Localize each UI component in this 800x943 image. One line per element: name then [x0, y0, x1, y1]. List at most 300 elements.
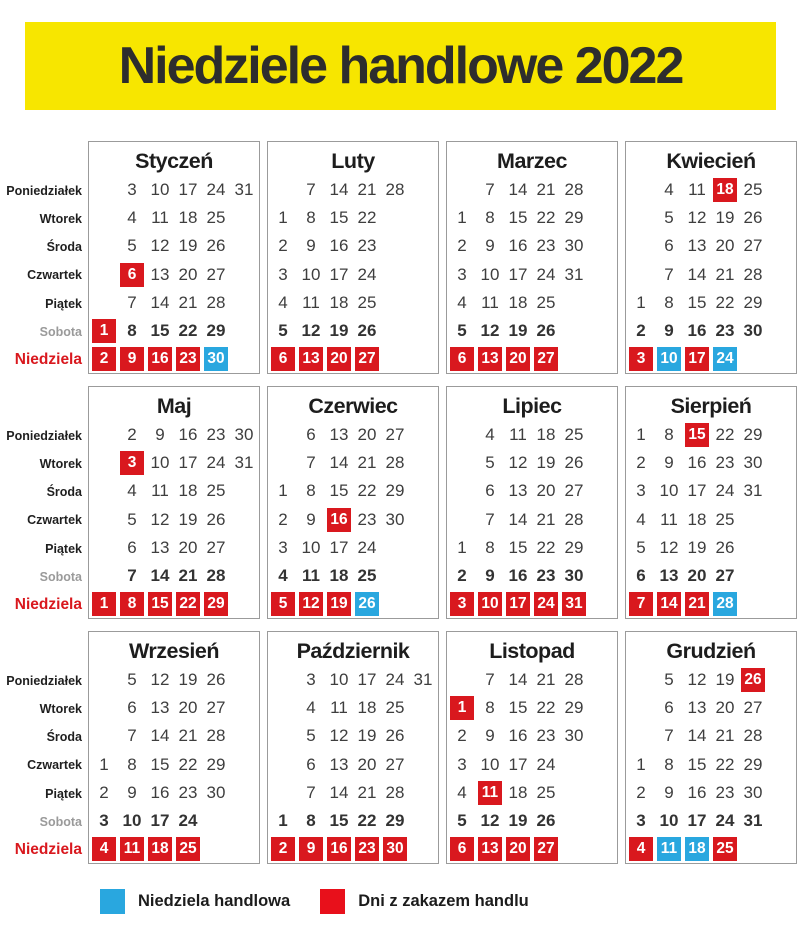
- day-cell: 26: [357, 321, 377, 341]
- day-trade-ban: 26: [741, 668, 765, 692]
- day-trade-ban: 23: [176, 347, 200, 371]
- day-cell-empty: [381, 562, 409, 590]
- day-cell: 9: [485, 566, 495, 586]
- day-cell: 25: [743, 180, 763, 200]
- months-row-3: [88, 631, 797, 864]
- day-cell: 17: [150, 811, 170, 831]
- day-cell: [655, 835, 683, 863]
- day-cell: 8: [306, 481, 316, 501]
- month-day-grid: [89, 176, 259, 373]
- day-cell: 22: [715, 292, 735, 312]
- day-cell: 24: [715, 481, 735, 501]
- day-cell: 3: [278, 537, 288, 557]
- day-trading-sunday: 28: [713, 592, 737, 616]
- day-cell: 6: [306, 425, 316, 445]
- day-cell: [90, 317, 118, 345]
- day-cell: [711, 590, 739, 618]
- day-cell: 17: [508, 264, 528, 284]
- day-cell: 3: [99, 811, 109, 831]
- day-cell: [532, 345, 560, 373]
- month-title-luty: Luty: [331, 148, 375, 173]
- month-lipiec: [446, 386, 618, 619]
- day-cell: 19: [715, 208, 735, 228]
- day-cell: [325, 835, 353, 863]
- month-czerwiec: [267, 386, 439, 619]
- day-cell: [146, 590, 174, 618]
- day-cell: 1: [278, 208, 288, 228]
- day-cell: 22: [715, 754, 735, 774]
- month-title-styczen: Styczeń: [135, 148, 213, 173]
- day-cell: 21: [536, 670, 556, 690]
- day-cell: 18: [178, 208, 198, 228]
- day-cell-empty: [588, 562, 616, 590]
- day-cell: 15: [150, 754, 170, 774]
- day-cell: 10: [480, 264, 500, 284]
- day-cell: 30: [743, 321, 763, 341]
- day-cell: [560, 590, 588, 618]
- day-cell-empty: [588, 722, 616, 750]
- day-trade-ban: 7: [629, 592, 653, 616]
- day-cell: 16: [150, 782, 170, 802]
- day-cell-empty: [588, 694, 616, 722]
- day-cell: 12: [329, 726, 349, 746]
- day-cell: 1: [99, 754, 109, 774]
- day-cell: 8: [306, 811, 316, 831]
- day-cell-empty: [767, 779, 795, 807]
- day-cell: 30: [206, 782, 226, 802]
- day-cell: 28: [564, 670, 584, 690]
- day-cell: 20: [687, 566, 707, 586]
- day-cell-empty: [588, 421, 616, 449]
- day-cell-empty: [588, 232, 616, 260]
- weekday-label-czwartek: Czwartek: [27, 513, 82, 528]
- day-cell: 28: [385, 180, 405, 200]
- day-cell: 15: [329, 811, 349, 831]
- day-cell-empty: [588, 176, 616, 204]
- day-cell-empty: [230, 317, 258, 345]
- day-cell: [711, 835, 739, 863]
- day-trade-ban: 13: [299, 347, 323, 371]
- day-cell: 9: [306, 236, 316, 256]
- day-cell: 24: [206, 180, 226, 200]
- day-cell-empty: [560, 779, 588, 807]
- day-cell-empty: [739, 506, 767, 534]
- month-grudzien: [625, 631, 797, 864]
- day-cell-empty: [448, 176, 476, 204]
- day-cell: 15: [329, 208, 349, 228]
- weekday-label-sobota: Sobota: [39, 814, 82, 829]
- day-cell-empty: [230, 506, 258, 534]
- day-cell-empty: [381, 534, 409, 562]
- day-cell: [202, 345, 230, 373]
- day-cell: 27: [385, 425, 405, 445]
- day-cell: [202, 590, 230, 618]
- day-cell-empty: [560, 317, 588, 345]
- day-cell: 5: [127, 236, 137, 256]
- day-cell: 5: [457, 811, 467, 831]
- weekday-label-piatek: Piątek: [45, 541, 82, 556]
- day-cell: 20: [715, 698, 735, 718]
- day-cell-empty: [767, 317, 795, 345]
- weekday-label-sroda: Środa: [46, 485, 82, 500]
- day-cell: 2: [636, 321, 646, 341]
- day-cell-empty: [90, 421, 118, 449]
- day-trade-ban: 25: [713, 837, 737, 861]
- day-cell-empty: [767, 261, 795, 289]
- day-cell: 23: [357, 236, 377, 256]
- day-cell: 11: [660, 509, 678, 529]
- day-cell-empty: [627, 176, 655, 204]
- day-cell: 13: [150, 264, 170, 284]
- day-cell: 23: [178, 782, 198, 802]
- day-cell: [448, 835, 476, 863]
- day-cell: [711, 345, 739, 373]
- day-cell-empty: [269, 751, 297, 779]
- day-cell: 25: [536, 292, 556, 312]
- day-cell: 6: [127, 537, 137, 557]
- day-cell: 31: [743, 481, 763, 501]
- day-cell: 1: [457, 537, 467, 557]
- day-cell: 10: [122, 811, 142, 831]
- day-cell: 3: [636, 811, 646, 831]
- day-cell-empty: [588, 204, 616, 232]
- day-trade-ban: 24: [534, 592, 558, 616]
- day-cell: 17: [329, 537, 349, 557]
- day-cell: [146, 345, 174, 373]
- day-cell-empty: [90, 666, 118, 694]
- month-day-grid: [447, 666, 617, 863]
- day-cell-empty: [560, 289, 588, 317]
- day-cell: 6: [127, 698, 137, 718]
- day-cell: 3: [457, 264, 467, 284]
- day-cell-empty: [627, 204, 655, 232]
- day-cell: [448, 694, 476, 722]
- day-cell: [174, 345, 202, 373]
- day-cell: 28: [743, 264, 763, 284]
- day-cell: 20: [178, 264, 198, 284]
- day-cell: [504, 345, 532, 373]
- day-cell: 30: [564, 566, 584, 586]
- day-trade-ban: 3: [450, 592, 474, 616]
- title-banner: [25, 22, 776, 110]
- day-cell: 9: [306, 509, 316, 529]
- day-trade-ban: 15: [685, 423, 709, 447]
- day-cell: 13: [150, 537, 170, 557]
- day-cell: 9: [664, 453, 674, 473]
- day-cell: 16: [508, 566, 528, 586]
- day-cell-empty: [269, 694, 297, 722]
- day-cell: 18: [687, 509, 707, 529]
- day-cell-empty: [588, 534, 616, 562]
- day-cell-empty: [560, 807, 588, 835]
- day-cell: 14: [508, 670, 528, 690]
- weekday-label-wtorek: Wtorek: [39, 702, 82, 717]
- day-cell: 14: [150, 566, 170, 586]
- day-cell: 22: [715, 425, 735, 445]
- day-cell: 26: [536, 321, 556, 341]
- day-cell: 29: [743, 754, 763, 774]
- day-cell: 16: [687, 782, 707, 802]
- day-cell-empty: [202, 807, 230, 835]
- day-cell: 5: [127, 670, 137, 690]
- day-cell: 12: [687, 208, 707, 228]
- day-cell-empty: [409, 449, 437, 477]
- day-cell: 30: [743, 782, 763, 802]
- day-cell-empty: [90, 204, 118, 232]
- month-title-pazdziernik: Październik: [296, 638, 410, 663]
- day-cell: 29: [743, 425, 763, 445]
- calendar-row-3: [0, 631, 800, 864]
- day-trading-sunday: 30: [204, 347, 228, 371]
- day-cell: 16: [508, 726, 528, 746]
- day-cell: 27: [206, 264, 226, 284]
- day-cell: 12: [480, 321, 500, 341]
- day-cell-empty: [588, 590, 616, 618]
- day-cell: [627, 835, 655, 863]
- day-cell: 7: [306, 782, 316, 802]
- day-cell: 25: [536, 782, 556, 802]
- day-cell: 13: [687, 698, 707, 718]
- weekday-label-czwartek: Czwartek: [27, 758, 82, 773]
- day-cell: 8: [485, 537, 495, 557]
- day-trade-ban: 20: [506, 347, 530, 371]
- day-cell: 2: [636, 453, 646, 473]
- day-cell: 21: [357, 782, 377, 802]
- day-cell: 24: [536, 754, 556, 774]
- month-title-maj: Maj: [156, 393, 192, 418]
- day-cell: 15: [687, 754, 707, 774]
- trade-ban-label: Dni z zakazem handlu: [358, 892, 529, 910]
- day-cell-empty: [90, 176, 118, 204]
- day-cell: [627, 345, 655, 373]
- trading-sunday-swatch: [100, 889, 125, 914]
- day-cell: 24: [715, 811, 735, 831]
- month-styczen: [88, 141, 260, 374]
- day-cell: 2: [457, 726, 467, 746]
- day-cell: 12: [150, 509, 170, 529]
- day-cell: 15: [687, 292, 707, 312]
- day-cell-empty: [767, 232, 795, 260]
- day-cell: 3: [306, 670, 316, 690]
- day-cell: [118, 345, 146, 373]
- day-cell-empty: [588, 449, 616, 477]
- day-trade-ban: 4: [629, 837, 653, 861]
- day-cell-empty: [90, 694, 118, 722]
- day-cell-empty: [230, 261, 258, 289]
- day-cell: [90, 345, 118, 373]
- day-cell-empty: [767, 289, 795, 317]
- day-cell: [174, 835, 202, 863]
- day-trade-ban: 13: [478, 837, 502, 861]
- day-cell-empty: [230, 722, 258, 750]
- weekday-label-niedziela: Niedziela: [14, 350, 82, 368]
- day-cell: 27: [206, 537, 226, 557]
- day-cell: 10: [329, 670, 349, 690]
- day-cell-empty: [230, 562, 258, 590]
- day-cell: 31: [234, 453, 254, 473]
- day-cell: 11: [688, 180, 706, 200]
- day-cell-empty: [409, 345, 437, 373]
- day-cell: 17: [178, 453, 198, 473]
- day-trading-sunday: 26: [355, 592, 379, 616]
- day-cell: [353, 835, 381, 863]
- day-cell: 4: [306, 698, 316, 718]
- day-trade-ban: 27: [355, 347, 379, 371]
- day-cell: 15: [508, 208, 528, 228]
- day-cell: 14: [329, 180, 349, 200]
- weekday-label-sroda: Środa: [46, 240, 82, 255]
- day-cell: 18: [329, 566, 349, 586]
- day-cell: 18: [357, 698, 377, 718]
- day-cell-empty: [230, 694, 258, 722]
- day-cell: 26: [536, 811, 556, 831]
- trade-ban-swatch: [320, 889, 345, 914]
- day-cell-empty: [739, 590, 767, 618]
- day-cell-empty: [767, 694, 795, 722]
- day-cell: 2: [278, 509, 288, 529]
- day-cell: 20: [357, 425, 377, 445]
- day-cell-empty: [560, 835, 588, 863]
- day-trading-sunday: 10: [657, 347, 681, 371]
- day-cell: 13: [687, 236, 707, 256]
- day-cell: 19: [178, 236, 198, 256]
- month-day-grid: [626, 666, 796, 863]
- day-trade-ban: 17: [506, 592, 530, 616]
- day-cell: 30: [564, 726, 584, 746]
- day-cell: [269, 835, 297, 863]
- day-trade-ban: 3: [120, 451, 144, 475]
- day-cell: 21: [357, 180, 377, 200]
- day-cell: [269, 345, 297, 373]
- day-cell: 24: [385, 670, 405, 690]
- day-cell: 23: [715, 782, 735, 802]
- day-cell: [325, 506, 353, 534]
- day-trade-ban: 14: [657, 592, 681, 616]
- day-cell: 21: [178, 292, 198, 312]
- day-cell: 4: [457, 782, 467, 802]
- day-cell: [476, 779, 504, 807]
- months-row-1: [88, 141, 797, 374]
- month-day-grid: [89, 421, 259, 618]
- day-cell: 6: [664, 236, 674, 256]
- weekday-labels-column: [0, 631, 88, 864]
- day-cell-empty: [588, 779, 616, 807]
- day-cell: 8: [127, 321, 137, 341]
- day-cell-empty: [767, 751, 795, 779]
- day-cell: 3: [636, 481, 646, 501]
- month-day-grid: [626, 421, 796, 618]
- day-cell: [683, 421, 711, 449]
- day-cell: 27: [743, 236, 763, 256]
- day-trade-ban: 18: [148, 837, 172, 861]
- day-cell: 25: [206, 208, 226, 228]
- day-cell: 28: [564, 509, 584, 529]
- day-cell: 14: [687, 264, 707, 284]
- day-cell-empty: [767, 534, 795, 562]
- day-trade-ban: 2: [92, 347, 116, 371]
- day-cell: 12: [687, 670, 707, 690]
- day-cell: 22: [357, 811, 377, 831]
- day-cell: 14: [508, 509, 528, 529]
- day-cell: 18: [536, 425, 556, 445]
- day-cell: [532, 835, 560, 863]
- day-cell: 22: [536, 537, 556, 557]
- day-cell: 25: [715, 509, 735, 529]
- day-cell: [448, 590, 476, 618]
- day-cell: 10: [659, 811, 679, 831]
- day-cell-empty: [230, 835, 258, 863]
- day-cell: 19: [715, 670, 735, 690]
- day-trade-ban: 16: [327, 837, 351, 861]
- day-cell-empty: [588, 317, 616, 345]
- day-cell: 5: [664, 670, 674, 690]
- day-cell-empty: [409, 835, 437, 863]
- day-trade-ban: 1: [92, 592, 116, 616]
- day-cell-empty: [448, 449, 476, 477]
- day-cell: 21: [536, 509, 556, 529]
- day-cell: 24: [536, 264, 556, 284]
- day-trade-ban: 13: [478, 347, 502, 371]
- day-cell: [118, 261, 146, 289]
- day-trade-ban: 1: [450, 696, 474, 720]
- day-cell: 20: [357, 754, 377, 774]
- day-cell: 5: [278, 321, 288, 341]
- day-cell: 6: [306, 754, 316, 774]
- day-cell: 2: [457, 566, 467, 586]
- day-cell: [90, 835, 118, 863]
- day-cell: 22: [178, 754, 198, 774]
- day-cell: 20: [715, 236, 735, 256]
- month-wrzesien: [88, 631, 260, 864]
- day-cell-empty: [90, 232, 118, 260]
- day-cell-empty: [627, 722, 655, 750]
- day-cell: 20: [536, 481, 556, 501]
- day-cell-empty: [230, 666, 258, 694]
- page-title: Niedziele handlowe 2022: [118, 37, 683, 95]
- day-cell: 27: [206, 698, 226, 718]
- month-title-marzec: Marzec: [497, 148, 567, 173]
- day-cell-empty: [90, 722, 118, 750]
- month-day-grid: [89, 666, 259, 863]
- day-cell-empty: [560, 345, 588, 373]
- day-cell-empty: [409, 506, 437, 534]
- day-trade-ban: 15: [148, 592, 172, 616]
- weekday-labels-column: [0, 386, 88, 619]
- day-cell-empty: [409, 204, 437, 232]
- day-cell: 28: [564, 180, 584, 200]
- day-cell: 11: [151, 481, 169, 501]
- calendar-row-1: [0, 141, 800, 374]
- day-cell-empty: [588, 289, 616, 317]
- day-trade-ban: 27: [534, 347, 558, 371]
- day-cell: 17: [687, 811, 707, 831]
- day-cell: 12: [659, 537, 679, 557]
- day-cell: 22: [357, 481, 377, 501]
- day-cell-empty: [409, 289, 437, 317]
- month-day-grid: [447, 176, 617, 373]
- day-cell: 2: [457, 236, 467, 256]
- day-trade-ban: 30: [383, 837, 407, 861]
- day-cell: 25: [206, 481, 226, 501]
- day-cell: 29: [385, 811, 405, 831]
- day-trade-ban: 27: [534, 837, 558, 861]
- day-cell: [297, 345, 325, 373]
- day-cell-empty: [448, 666, 476, 694]
- day-trade-ban: 25: [176, 837, 200, 861]
- day-cell: 27: [715, 566, 735, 586]
- day-cell: 27: [564, 481, 584, 501]
- day-cell-empty: [409, 232, 437, 260]
